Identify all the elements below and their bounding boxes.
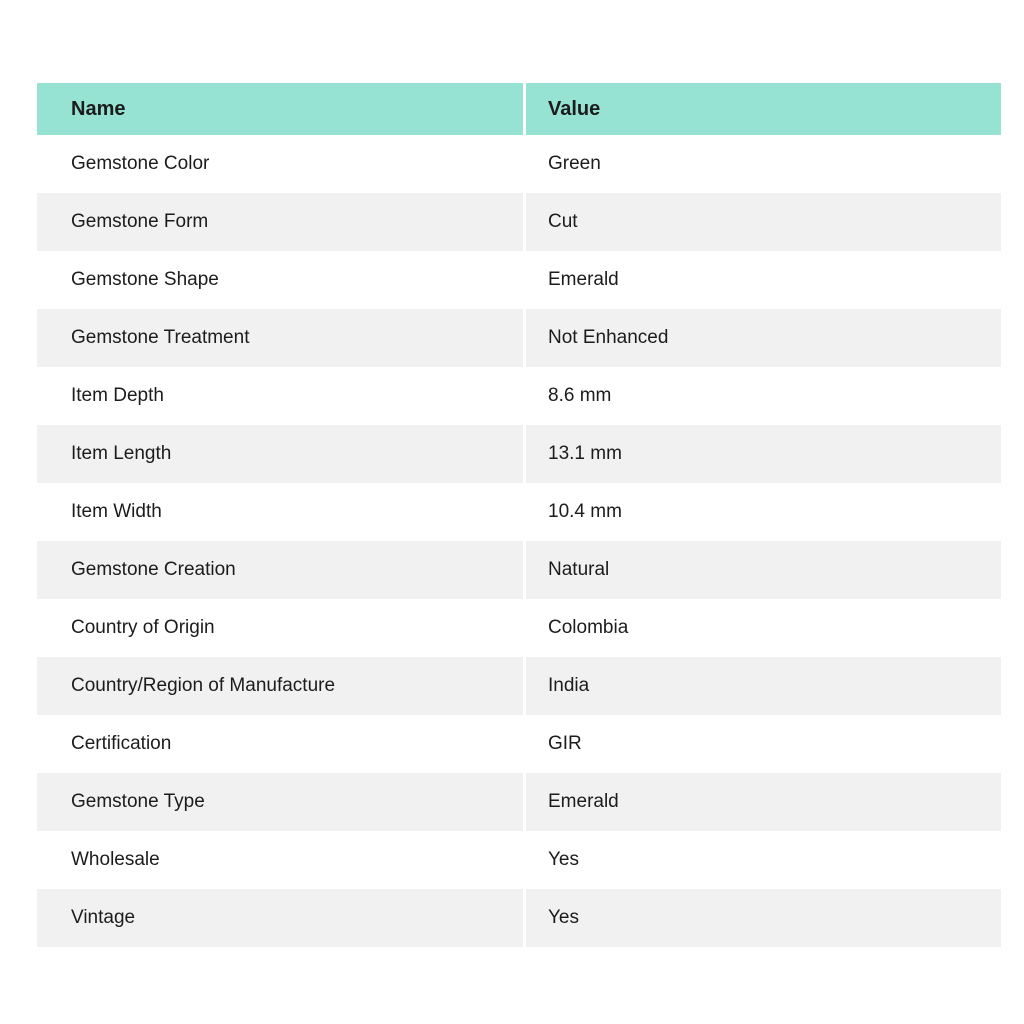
row-name-cell: Vintage [37,889,523,947]
row-name-cell: Item Length [37,425,523,483]
row-value-cell: Natural [526,541,1001,599]
row-name-cell: Gemstone Creation [37,541,523,599]
row-value-cell: 8.6 mm [526,367,1001,425]
row-value-cell: Not Enhanced [526,309,1001,367]
table-row [37,425,1001,483]
column-header-value: Value [526,83,1001,135]
row-name-cell: Wholesale [37,831,523,889]
row-value-cell: 10.4 mm [526,483,1001,541]
row-value-cell: Yes [526,831,1001,889]
table-row [37,831,1001,889]
row-value-cell: Cut [526,193,1001,251]
row-name-cell: Country of Origin [37,599,523,657]
row-name-cell: Item Depth [37,367,523,425]
row-value-cell: Green [526,135,1001,193]
table-row [37,541,1001,599]
row-value-cell: GIR [526,715,1001,773]
row-value-cell: Colombia [526,599,1001,657]
row-name-cell: Country/Region of Manufacture [37,657,523,715]
table-row [37,193,1001,251]
table-body [37,135,1001,947]
table-row [37,251,1001,309]
row-value-cell: Emerald [526,251,1001,309]
table-row [37,367,1001,425]
column-header-name: Name [37,83,523,135]
table-row [37,483,1001,541]
row-value-cell: India [526,657,1001,715]
table-row [37,773,1001,831]
table-row [37,599,1001,657]
row-value-cell: Emerald [526,773,1001,831]
table-row [37,889,1001,947]
row-name-cell: Gemstone Form [37,193,523,251]
item-specifics-table [37,83,1001,947]
row-name-cell: Item Width [37,483,523,541]
table-row [37,135,1001,193]
row-name-cell: Gemstone Color [37,135,523,193]
row-name-cell: Gemstone Shape [37,251,523,309]
row-name-cell: Certification [37,715,523,773]
table-header-row [37,83,1001,135]
row-name-cell: Gemstone Treatment [37,309,523,367]
row-value-cell: 13.1 mm [526,425,1001,483]
table-row [37,715,1001,773]
row-value-cell: Yes [526,889,1001,947]
table-row [37,657,1001,715]
row-name-cell: Gemstone Type [37,773,523,831]
table-row [37,309,1001,367]
